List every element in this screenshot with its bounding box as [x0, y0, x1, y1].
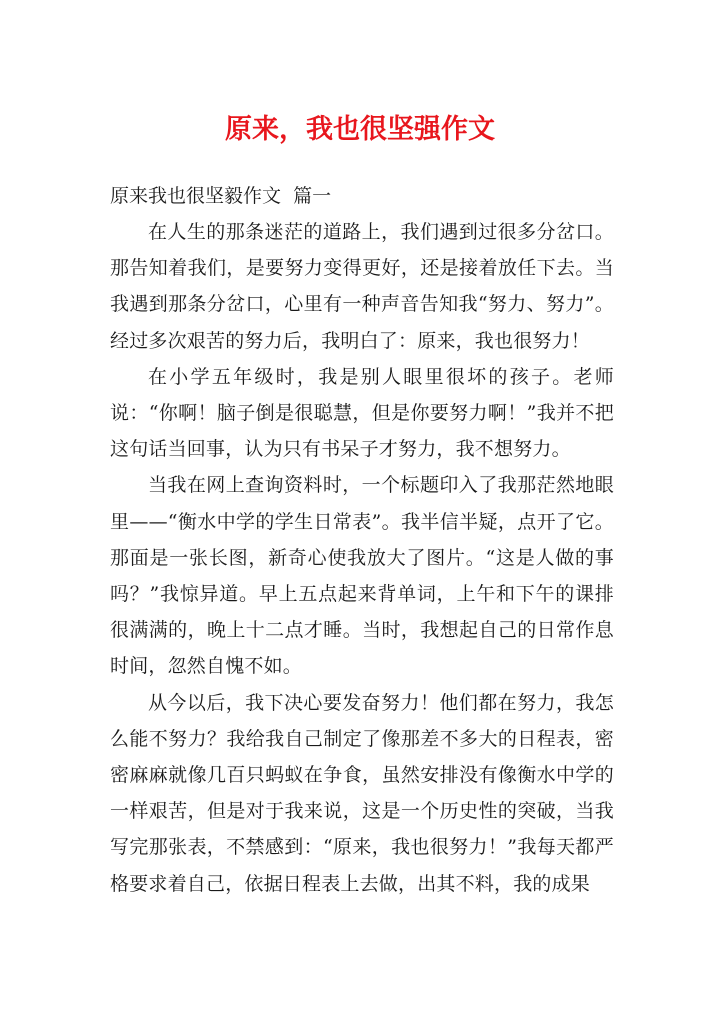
document-title: 原来，我也很坚强作文 [225, 114, 495, 145]
paragraph: 在人生的那条迷茫的道路上，我们遇到过很多分岔口。那告知着我们，是要努力变得更好，还是接着放任下去。当我遇到那条分岔口，心里有一种声音告知我“努力、努力”。经过多次艰苦的努力后，我明白了：原来，我也很努力！ [110, 221, 614, 352]
document-subtitle: 原来我也很坚毅作文 篇一 [110, 185, 332, 207]
paragraph: 在小学五年级时，我是别人眼里很坏的孩子。老师说：“你啊！脑子倒是很聪慧，但是你要努力啊！”我并不把这句话当回事，认为只有书呆子才努力，我不想努力。 [110, 365, 614, 461]
paragraph: 从今以后，我下决心要发奋努力！他们都在努力，我怎么能不努力？我给我自己制定了像那差不多大的日程表，密密麻麻就像几百只蚂蚁在争食，虽然安排没有像衡水中学的一样艰苦，但是对于我来说，这是一个历史性的突破，当我写完那张表，不禁感到：“原来，我也很努力！”我每天都严格要求着自己，依据日程表上去做，出其不料，我的成果 [110, 691, 614, 895]
document-body [110, 214, 614, 902]
paragraph: 当我在网上查询资料时，一个标题印入了我那茫然地眼里——“衡水中学的学生日常表”。我半信半疑，点开了它。那面是一张长图，新奇心使我放大了图片。“这是人做的事吗？”我惊异道。早上五点起来背单词，上午和下午的课排很满满的，晚上十二点才睡。当时，我想起自己的日常作息时间，忽然自愧不如。 [110, 474, 614, 678]
